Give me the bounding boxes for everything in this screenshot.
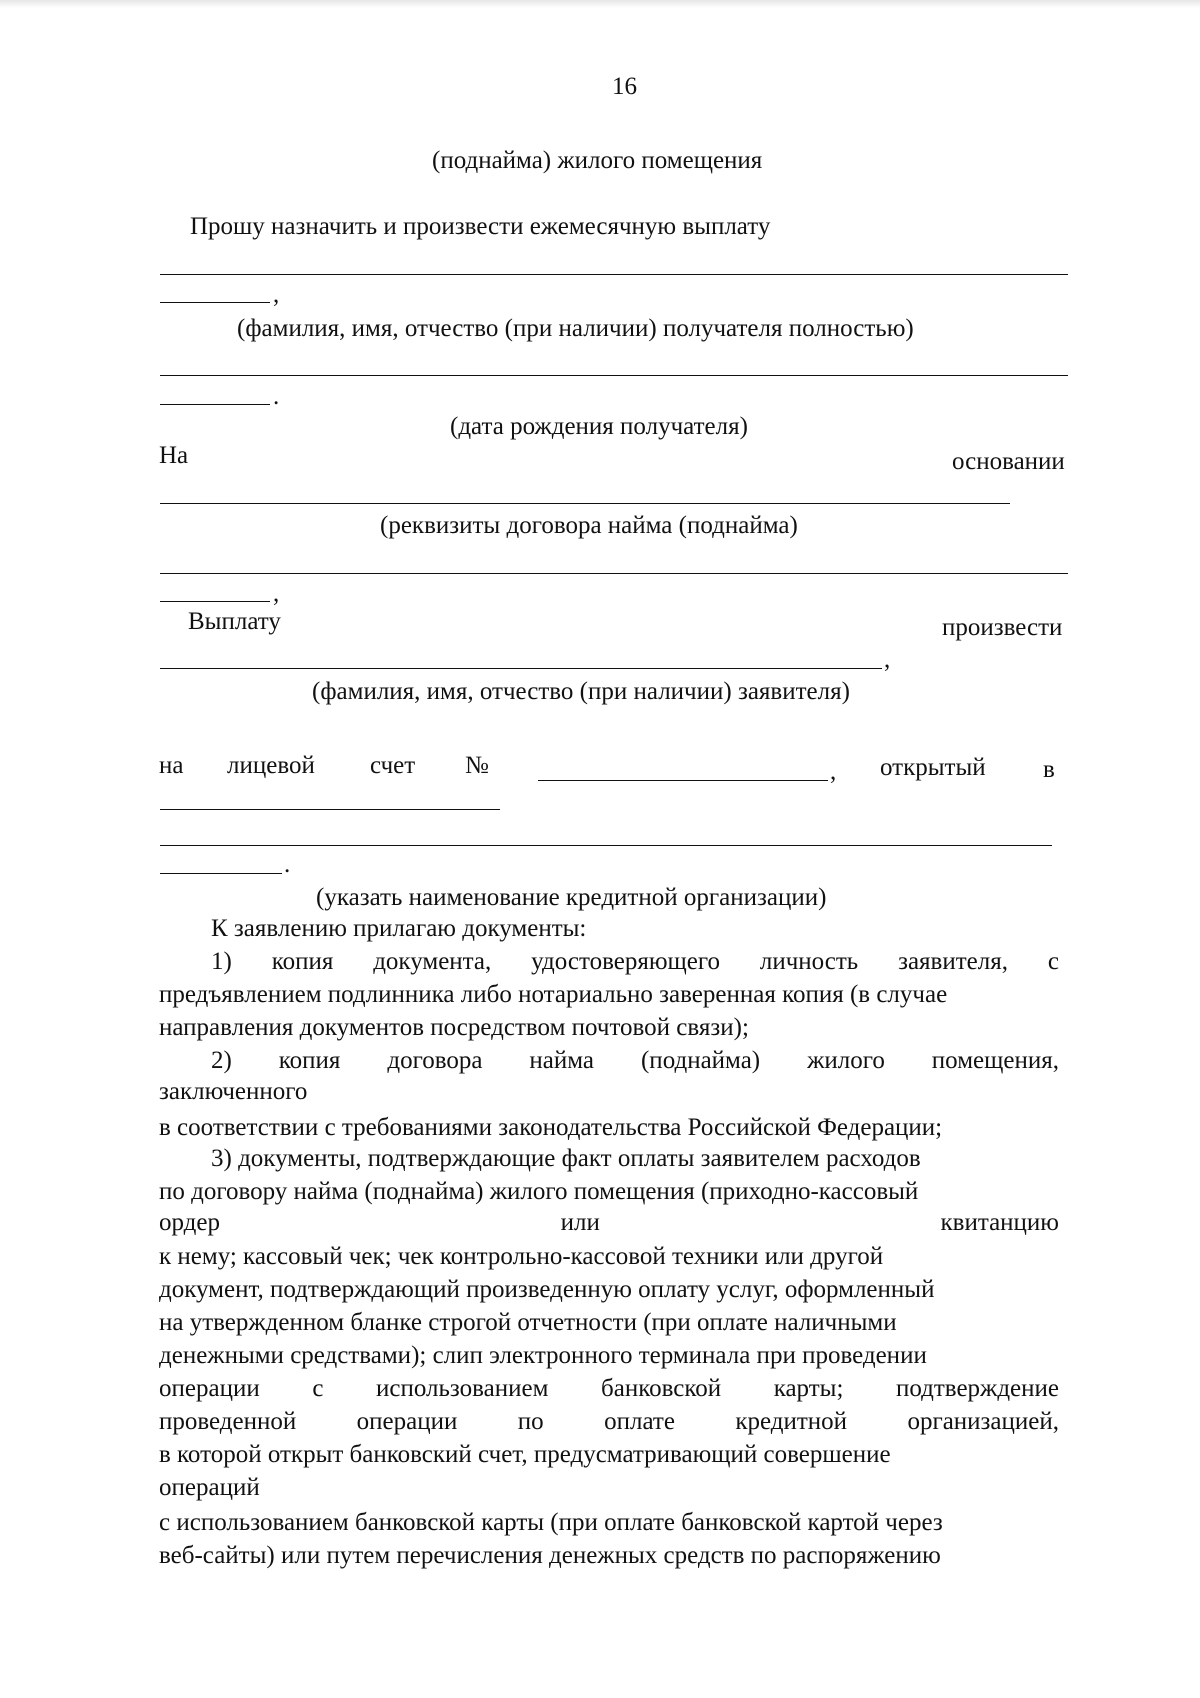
period: . bbox=[284, 851, 291, 878]
comma: , bbox=[884, 646, 891, 673]
blank-recipient-name-cont[interactable] bbox=[160, 302, 270, 303]
item2-line1: 2) копия договора найма (поднайма) жилого помещения, bbox=[211, 1047, 1059, 1074]
blank-applicant[interactable] bbox=[160, 668, 882, 669]
item3-line3: ордер или квитанцию bbox=[159, 1209, 1059, 1236]
blank-contract-cont[interactable] bbox=[160, 573, 1068, 574]
account-opened: открытый bbox=[880, 754, 986, 781]
account-label: счет bbox=[370, 752, 416, 779]
blank-account-number[interactable] bbox=[538, 780, 828, 781]
payout-left: Выплату bbox=[188, 608, 281, 635]
item3-line5: документ, подтверждающий произведенную оплату услуг, оформленный bbox=[159, 1276, 935, 1303]
blank-contract[interactable] bbox=[160, 503, 1010, 504]
request-line: Прошу назначить и произвести ежемесячную выплату bbox=[190, 213, 771, 240]
bank-caption: (указать наименование кредитной организации) bbox=[316, 884, 827, 911]
basis-right: основании bbox=[952, 448, 1065, 475]
item3-line12: с использованием банковской карты (при оплате банковской картой через bbox=[159, 1509, 943, 1536]
item3-line1: 3) документы, подтверждающие факт оплаты заявителем расходов bbox=[211, 1145, 921, 1172]
item1-line1: 1) копия документа, удостоверяющего личность заявителя, с bbox=[211, 948, 1059, 975]
item2-line2: заключенного bbox=[159, 1078, 308, 1105]
heading-continuation: (поднайма) жилого помещения bbox=[432, 147, 763, 174]
dob-caption: (дата рождения получателя) bbox=[450, 413, 748, 440]
blank-bank-cont-2[interactable] bbox=[160, 873, 282, 874]
item3-line9: проведенной операции по оплате кредитной организацией, bbox=[159, 1408, 1059, 1435]
account-number-sign: № bbox=[465, 752, 489, 779]
blank-dob-cont[interactable] bbox=[160, 404, 270, 405]
blank-dob[interactable] bbox=[160, 375, 1068, 376]
account-personal: лицевой bbox=[227, 752, 315, 779]
blank-bank[interactable] bbox=[160, 809, 500, 810]
item3-line8: операции с использованием банковской карты; подтверждение bbox=[159, 1375, 1059, 1402]
account-na: на bbox=[159, 752, 184, 779]
period: . bbox=[273, 383, 280, 410]
comma: , bbox=[830, 758, 837, 785]
comma: , bbox=[273, 281, 280, 308]
basis-left: На bbox=[159, 442, 189, 469]
item3-line6: на утвержденном бланке строгой отчетности (при оплате наличными bbox=[159, 1309, 897, 1336]
applicant-caption: (фамилия, имя, отчество (при наличии) заявителя) bbox=[312, 678, 850, 705]
item3-line4: к нему; кассовый чек; чек контрольно-кассовой техники или другой bbox=[159, 1243, 884, 1270]
account-in: в bbox=[1043, 756, 1055, 783]
attach-intro: К заявлению прилагаю документы: bbox=[211, 915, 587, 942]
item1-line3: направления документов посредством почтовой связи); bbox=[159, 1014, 749, 1041]
blank-recipient-name[interactable] bbox=[160, 274, 1068, 275]
item1-line2: предъявлением подлинника либо нотариально заверенная копия (в случае bbox=[159, 981, 948, 1008]
blank-bank-cont[interactable] bbox=[160, 845, 1052, 846]
item3-line11: операций bbox=[159, 1474, 260, 1501]
comma: , bbox=[273, 580, 280, 607]
item3-line13: веб-сайты) или путем перечисления денежных средств по распоряжению bbox=[159, 1542, 941, 1569]
page-number: 16 bbox=[612, 73, 637, 100]
item3-line7: денежными средствами); слип электронного терминала при проведении bbox=[159, 1342, 927, 1369]
payout-right: произвести bbox=[942, 614, 1063, 641]
blank-contract-cont-2[interactable] bbox=[160, 601, 270, 602]
item3-line10: в которой открыт банковский счет, предусматривающий совершение bbox=[159, 1441, 891, 1468]
item2-line3: в соответствии с требованиями законодательства Российской Федерации; bbox=[159, 1114, 943, 1141]
recipient-caption: (фамилия, имя, отчество (при наличии) получателя полностью) bbox=[237, 315, 914, 342]
scan-edge bbox=[0, 0, 1200, 8]
contract-caption: (реквизиты договора найма (поднайма) bbox=[380, 512, 798, 539]
item3-line2: по договору найма (поднайма) жилого помещения (приходно-кассовый bbox=[159, 1178, 919, 1205]
